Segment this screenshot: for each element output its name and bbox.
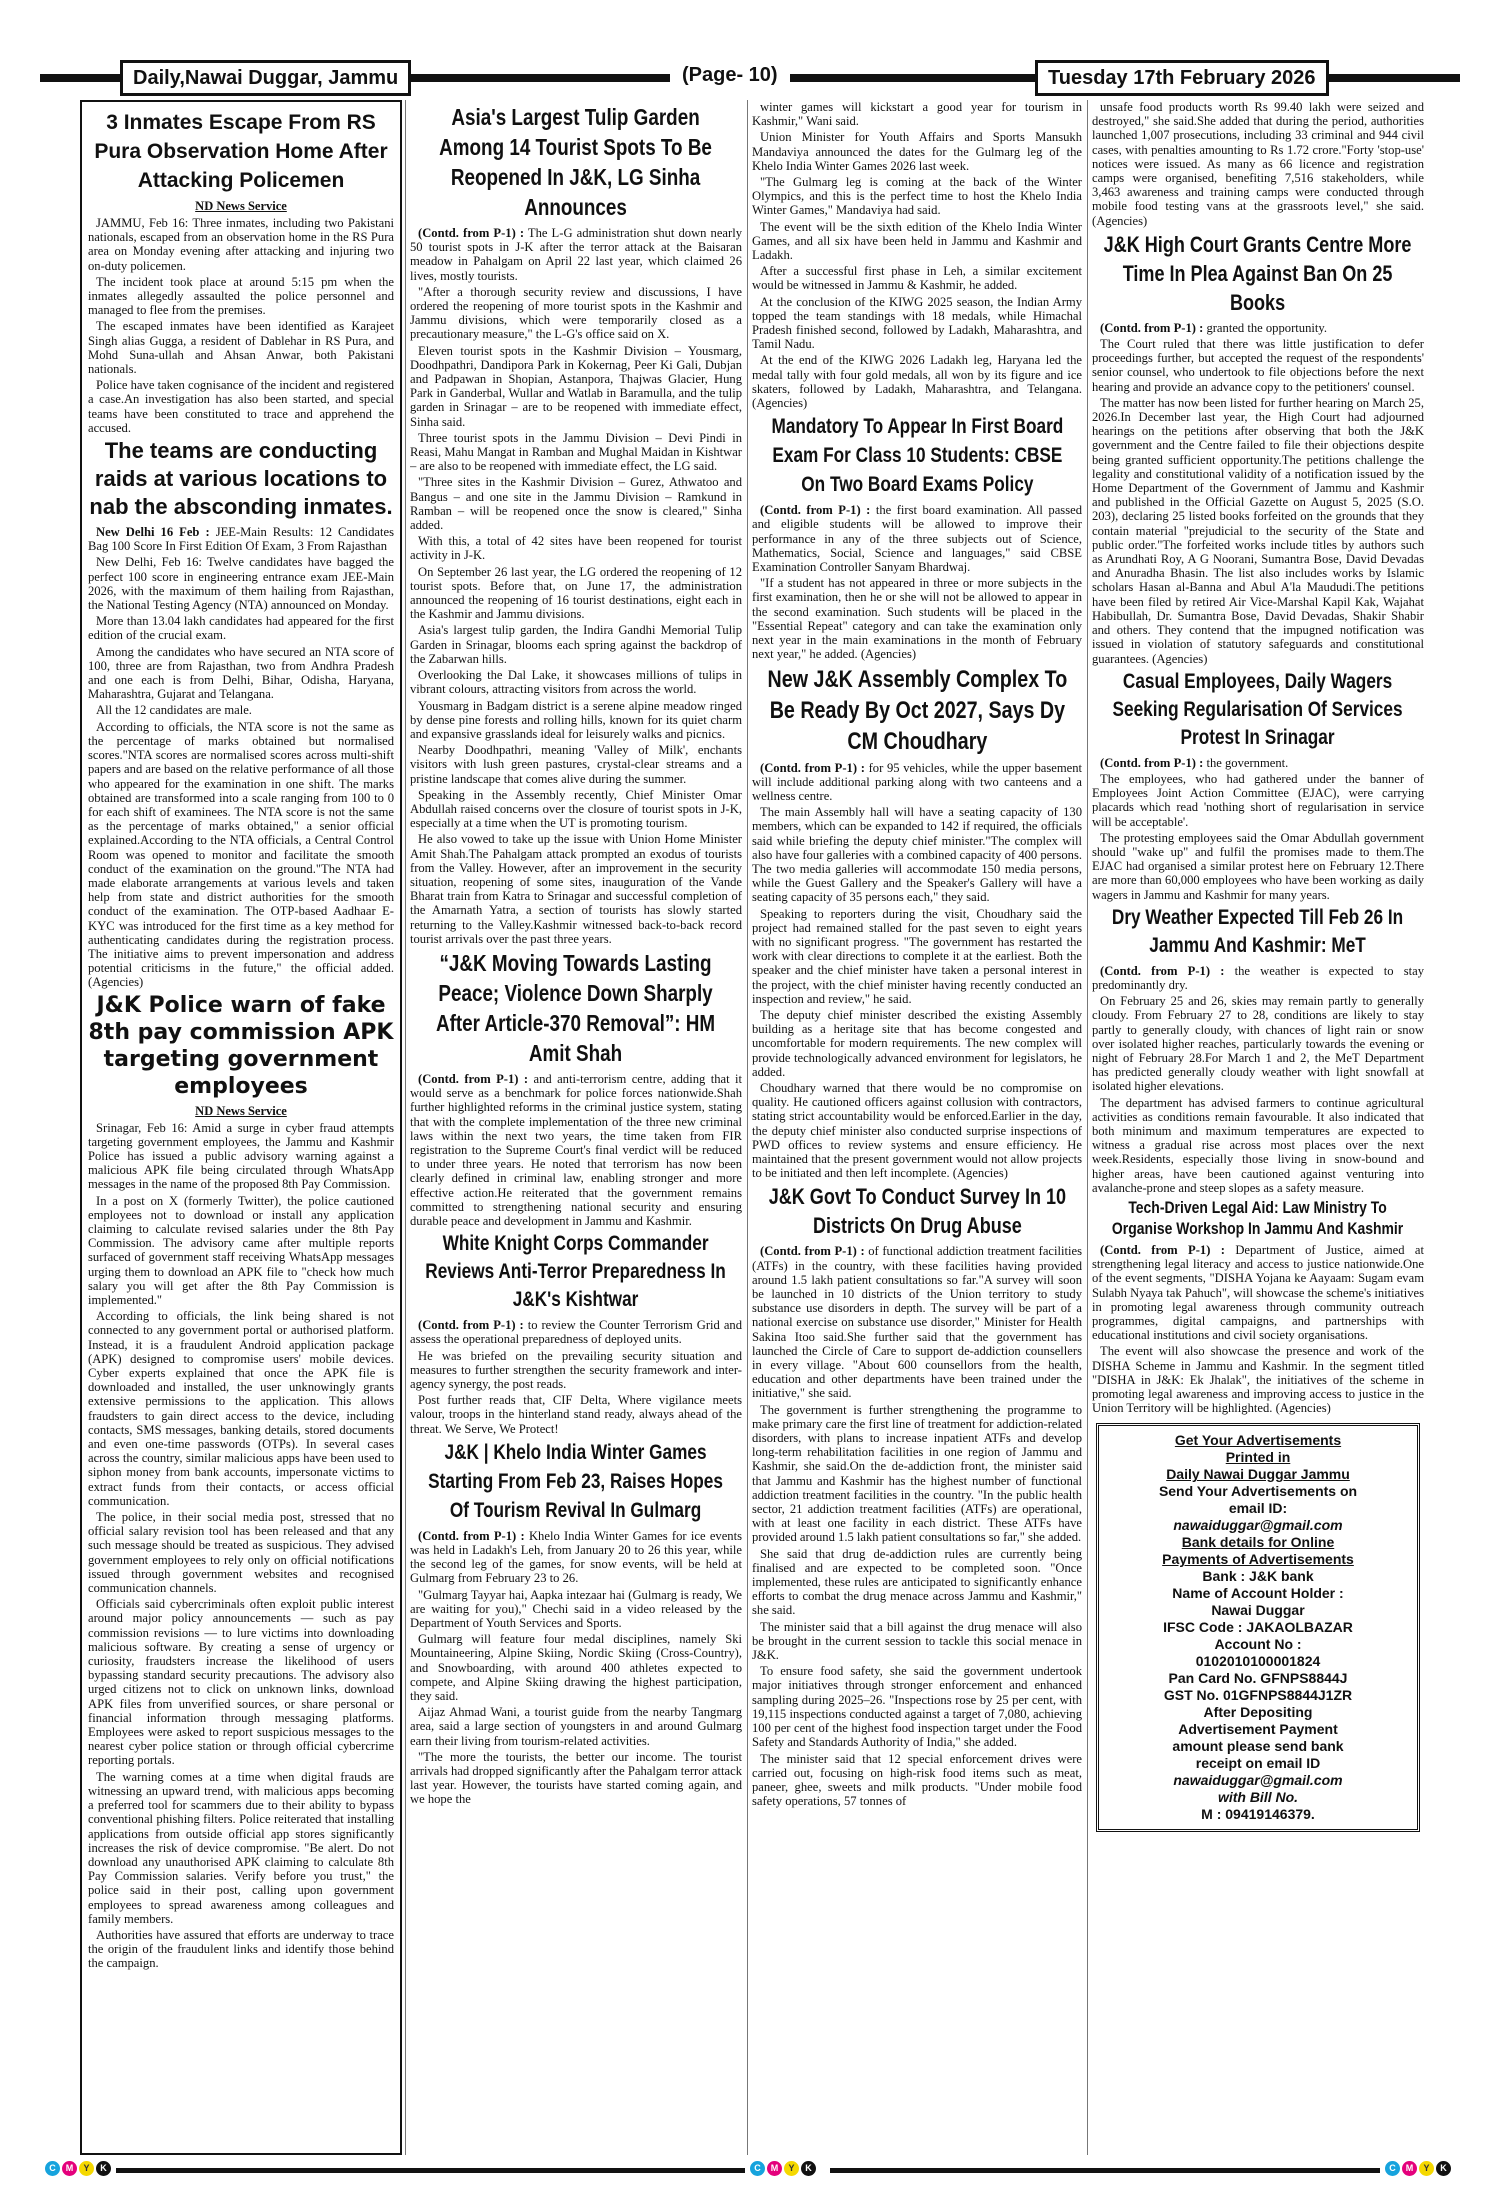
article-paragraph: At the end of the KIWG 2026 Ladakh leg, Haryana led the medal tally with four gold medals, all won by its figure and ice skaters, followed by Ladakh, Maharashtra, and Telangana. (Agencies): [752, 353, 1082, 411]
ad-line: Get Your Advertisements: [1174, 1432, 1342, 1449]
article-paragraph: Gulmarg will feature four medal disciplines, namely Ski Mountaineering, Alpine Skiing, Nordic Skiing (Cross-Country), and Snowboarding, with around 400 athletes expected to compete, and Alpine Skiing drawing the highest participation, they said.: [410, 1632, 742, 1704]
article-paragraph: Three tourist spots in the Jammu Division – Devi Pindi in Reasi, Mahu Mangat in Ramban and Mughal Maidan in Kishtwar – are also to be reopened with immediate effect, the LG said.: [410, 430, 742, 474]
article-paragraph: "Gulmarg Tayyar hai, Aapka intezaar hai (Gulmarg is ready, We are waiting for you)," Chechi said in a video released by the Department of Youth Services and Sports.: [410, 1587, 742, 1631]
article-paragraph: Post further reads that, CIF Delta, Where vigilance meets valour, troops in the hinterland stand ready, always ahead of the threat. We Serve, We Protect!: [410, 1393, 742, 1436]
article-headline: J&K High Court Grants Centre More Time In Plea Against Ban On 25 Books: [1104, 231, 1412, 315]
cyan-dot: C: [1385, 2161, 1400, 2176]
article-headline: White Knight Corps Commander Reviews Anti-Terror Preparedness In J&K's Kishtwar: [425, 1232, 727, 1312]
article-paragraph: To ensure food safety, she said the government undertook major initiatives through stronger enforcement and enhanced sampling during 2025–26. "Inspections rose by 25 per cent, with 19,115 inspections conducted against a target of 7,080, achieving 100 per cent of the highest food inspection target under the Food Safety and Standards Authority of India," she added.: [752, 1664, 1082, 1750]
ad-line: Send Your Advertisements on: [1158, 1483, 1358, 1500]
article-paragraph: The government is further strengthening the programme to make primary care the first line of treatment for addiction-related disorders, with plans to increase inpatient ATFs and develop long-term rehabilitation facilities in one region of Jammu and Kashmir, she said.On the de-addiction front, the minister said that Jammu and Kashmir has the highest number of functional addiction treatment facilities in the country. "In the public health sector, 21 addiction treatment facilities (ATFs) are operational, with at least one facility in each district. These ATFs have provided around 1.5 lakh patient consultations so far," she added.: [752, 1402, 1082, 1545]
magenta-dot: M: [62, 2161, 77, 2176]
ad-line: Daily Nawai Duggar Jammu: [1166, 1466, 1350, 1483]
yellow-dot: Y: [1419, 2161, 1434, 2176]
article-paragraph: (Contd. from P-1) : the government.: [1100, 755, 1289, 770]
column-3: [752, 100, 1082, 2155]
ad-line: Account No :: [1214, 1636, 1302, 1653]
article-paragraph: On February 25 and 26, skies may remain partly to generally cloudy. From February 27 to 28, conditions are likely to stay partly to generally cloudy, with chances of light rain or snow over isolated higher reaches, particularly towards the evening or night of February 28.For March 1 and 2, the MeT Department has predicted generally cloudy weather with light snowfall at isolated higher elevations.: [1092, 994, 1424, 1094]
ad-email: nawaiduggar@gmail.com: [1173, 1772, 1343, 1789]
black-dot: K: [1436, 2161, 1451, 2176]
article-lead: (Contd. from P-1) :: [1100, 755, 1204, 770]
byline: ND News Service: [195, 199, 287, 213]
article-paragraph: According to officials, the link being shared is not connected to any government portal or authorised platform. Instead, it is a fraudulent Android application package (APK) designed to compromise users' mobile devices. Cyber experts explained that once the APK file is downloaded and installed, the user unknowingly grants extensive permissions to the application. This allows fraudsters to gain direct access to the device, including contacts, SMS messages, banking details, stored documents and even one-time passwords (OTPs). In several cases across the country, similar malicious apps have been used to siphon money from bank accounts, impersonate victims to extract funds from their contacts, or access official communication.: [88, 1309, 394, 1508]
article-paragraph: Yousmarg in Badgam district is a serene alpine meadow ringed by dense pine forests and rolling hills, known for its quiet charm and expansive grasslands ideal for leisurely walks and picnics.: [410, 698, 742, 741]
footer-rule: [830, 2168, 1430, 2173]
article-paragraph: Among the candidates who have secured an NTA score of 100, three are from Rajasthan, two from Andhra Pradesh and one each is from Delhi, Bihar, Odisha, Haryana, Maharashtra, Gujarat and Telangana.: [88, 644, 394, 702]
ad-line: Payments of Advertisements: [1162, 1551, 1354, 1568]
article-paragraph: "If a student has not appeared in three or more subjects in the first examination, then he or she will not be allowed to appear in the second examination. Such students will be placed in the "Essential Repeat" category and can take the examination only next year in the main examinations in the month of February next year," he added. (Agencies): [752, 576, 1082, 662]
article-lead: (Contd. from P-1) :: [760, 760, 865, 775]
article-headline: Mandatory To Appear In First Board Exam For Class 10 Students: CBSE On Two Board Exams Policy: [771, 415, 1063, 497]
column-2: [410, 100, 742, 2155]
article-lead: (Contd. from P-1) :: [418, 1528, 525, 1543]
magenta-dot: M: [767, 2161, 782, 2176]
ad-email: nawaiduggar@gmail.com: [1173, 1517, 1343, 1534]
cmyk-marks: [745, 2160, 821, 2178]
article-paragraph: unsafe food products worth Rs 99.40 lakh were seized and destroyed," she said.She added that during the period, authorities launched 1,007 prosecutions, including 33 criminal and 944 civil cases, with penalties amounting to Rs 1.72 crore."Forty 'stop-use' notices were issued. As many as 66 licence and registration camps were organised, benefiting 7,516 stakeholders, while 3,463 awareness and training camps were conducted through mobile food testing vans at the grassroots level," she said. (Agencies): [1092, 100, 1424, 228]
article-paragraph: The department has advised farmers to continue agricultural activities as conditions remain favourable. It also indicated that both minimum and maximum temperatures are expected to witness a gradual rise across most places over the next week.Residents, especially those living in snow-bound and higher areas, have been cautioned against venturing into avalanche-prone and steep slopes as a safety measure.: [1092, 1095, 1424, 1195]
article-paragraph: According to officials, the NTA score is not the same as the percentage of marks obtained but normalised scores."NTA scores are normalised scores across multi-shift papers and are based on the relative performance of all those who appeared for the examination in one shift. The marks obtained are transformed into a scale ranging from 100 to 0 for each shift of examinees. The NTA score is not the same as the percentage of marks obtained," a senior official explained.According to the NTA officials, a Central Control Room was opened to monitor and facilitate the smooth conduct of the examination on the ground."The NTA had made elaborate arrangements at various levels and taken help from state and district authorities for the smooth conduct of the examination. The OTP-based Aadhaar E-KYC was introduced for the first time as a key method for authenticating candidates during the registration process. The initiative aims to prevent impersonation and address potential criticisms in the future," the official added. (Agencies): [88, 719, 394, 990]
article-paragraph: More than 13.04 lakh candidates had appeared for the first edition of the crucial exam.: [88, 614, 394, 643]
article-paragraph: The employees, who had gathered under the banner of Employees Joint Action Committee (EJAC), were carrying placards which read 'nothing short of regularisation in service will be acceptable'.: [1092, 771, 1424, 829]
article-paragraph: Srinagar, Feb 16: Amid a surge in cyber fraud attempts targeting government employees, the Jammu and Kashmir Police has issued a public advisory warning against a malicious APK file being circulated through WhatsApp messages in the name of the proposed 8th Pay Commission.: [88, 1120, 394, 1192]
article-paragraph: The warning comes at a time when digital frauds are witnessing an upward trend, with malicious apps becoming a preferred tool for scammers due to their ability to bypass conventional phishing filters. Police reiterated that installing applications from outside official app stores significantly increases the risk of device compromise. "Be alert. Do not download any unauthorised APK claiming to calculate 8th Pay Commission salaries. Verify before you trust," the police said in their post, calling upon government employees to spread awareness among colleagues and family members.: [88, 1769, 394, 1926]
article-paragraph: Officials said cybercriminals often exploit public interest around major policy announcements — such as pay commission revisions — to lure victims into downloading malicious software. By creating a sense of urgency or curiosity, fraudsters increase the likelihood of users bypassing standard security precautions. The advisory also urged citizens not to click on unknown links, download APK files from unverified sources, or share personal or financial information through messaging platforms. Employees were asked to report suspicious messages to the nearest cyber police station or through official cybercrime reporting portals.: [88, 1597, 394, 1768]
article-paragraph: The deputy chief minister described the existing Assembly building as a heritage site that has become congested and uncomfortable for modern requirements. The new complex will provide technologically advanced environment for legislators, he added.: [752, 1007, 1082, 1079]
article-paragraph: The event will also showcase the presence and work of the DISHA Scheme in Jammu and Kashmir. In the segment titled "DISHA in J&K: Ek Jhalak", the initiatives of the scheme in promoting legal awareness and improving access to justice in the Union Territory will be highlighted. (Agencies): [1092, 1344, 1424, 1416]
article-paragraph: winter games will kickstart a good year for tourism in Kashmir," Wani said.: [752, 100, 1082, 129]
article-paragraph: With this, a total of 42 sites have been reopened for tourist activity in J-K.: [410, 534, 742, 563]
ad-line: GST No. 01GFNPS8844J1ZR: [1163, 1687, 1353, 1704]
ad-line: Nawai Duggar: [1211, 1602, 1305, 1619]
ad-line: 0102010100001824: [1195, 1653, 1321, 1670]
ad-line: Advertisement Payment: [1178, 1721, 1338, 1738]
article-paragraph: In a post on X (formerly Twitter), the police cautioned employees not to download or install any application claiming to calculate revised salaries under the 8th Pay Commission. The advisory came after multiple reports surfaced of government staff receiving WhatsApp messages urging them to download an APK file to "check how much salary you will get after the 8th Pay Commission is implemented.": [88, 1193, 394, 1307]
article-lead: (Contd. from P-1) :: [760, 503, 871, 518]
article-lead: (Contd. from P-1) :: [418, 1071, 529, 1086]
column-4: [1092, 100, 1424, 2155]
article-paragraph: Aijaz Ahmad Wani, a tourist guide from the nearby Tangmarg area, said a large section of youngsters in and around Gulmarg earn their living from tourism-related activities.: [410, 1705, 742, 1748]
ad-line: email ID:: [1228, 1500, 1288, 1517]
masthead-bar: [40, 60, 1460, 94]
article-paragraph: Asia's largest tulip garden, the Indira Gandhi Memorial Tulip Garden in Srinagar, blooms each spring against the backdrop of the Zabarwan hills.: [410, 623, 742, 666]
article-headline: J&K | Khelo India Winter Games Starting From Feb 23, Raises Hopes Of Tourism Revival In Gulmarg: [428, 1440, 724, 1522]
article-paragraph: After a successful first phase in Leh, a similar excitement would be witnessed in Jammu & Kashmir, he added.: [752, 264, 1082, 293]
article-headline: Casual Employees, Daily Wagers Seeking Regularisation Of Services Protest In Srinagar: [1113, 669, 1403, 749]
footer-rule: [100, 2168, 760, 2173]
ad-line: Name of Account Holder :: [1172, 1585, 1344, 1602]
ad-line: Pan Card No. GFNPS8844J: [1168, 1670, 1348, 1687]
article-paragraph: The police, in their social media post, stressed that no official salary revision tool has been released and that any such message should be treated as suspicious. They advised government employees to rely only on official notifications issued through government websites and recognised communication channels.: [88, 1510, 394, 1596]
cmyk-marks: [1380, 2160, 1456, 2178]
article-headline: 3 Inmates Escape From RS Pura Observation Home After Attacking Policemen: [94, 111, 388, 192]
article-lead: (Contd. from P-1) :: [418, 1318, 524, 1333]
article-paragraph: The matter has now been listed for further hearing on March 25, 2026.In December last year, the High Court had adjourned hearings on the petitions after observing that both the J&K government and the Centre failed to file their objections despite being granted sufficient opportunity.The petitions challenge the legality and constitutional validity of a notification issued by the Home Department of the Government of Jammu and Kashmir and published in the Official Gazette on August 5, 2025 (S.O. 203), declaring 25 listed books forfeited on the grounds that they contain material "prejudicial to the security of the State and public order."The forfeited works include titles by authors such as Arundhati Roy, A G Noorani, Sumantra Bose, David Devadas and Anuradha Bhasin. The list also includes works by Islamic scholars Hasan al-Banna and Abul A'la Maududi.The petitions have been filed by retired Air Vice-Marshal Kapil Kak, Wajahat Habibullah, Dr. Sumantra Bose, David Devadas, Shakir Shabir and others. They contend that the impugned notification was issued in violation of statutory safeguards and constitutional guarantees. (Agencies): [1092, 395, 1424, 666]
article-paragraph: Police have taken cognisance of the incident and registered a case.An investigation has also been started, and special teams have been constituted to trace and apprehend the accused.: [88, 378, 394, 435]
article-paragraph: The Court ruled that there was little justification to defer proceedings further, but accepted the request of the respondents' senior counsel, who undertook to file objections before the next hearing and provide an advance copy to the petitioners' counsel.: [1092, 337, 1424, 394]
article-paragraph: (Contd. from P-1) : the weather is expected to stay predominantly dry.: [1092, 963, 1424, 992]
article-paragraph: "The more the tourists, the better our income. The tourist arrivals had dropped significantly after the Pahalgam terror attack last year. However, the tourists have started coming again, and we hope the: [410, 1749, 742, 1807]
article-paragraph: Nearby Doodhpathri, meaning 'Valley of Milk', enchants visitors with lush green pastures, crystal-clear streams and a pristine landscape that comes alive during the summer.: [410, 743, 742, 786]
column-rule: [405, 100, 406, 2155]
article-paragraph: (Contd. from P-1) : Department of Justice, aimed at strengthening legal literacy and access to justice nationwide.One of the event segments, "DISHA Yojana ke Aayaam: Sugam evam Sulabh Nyaya tak Pahuch", will showcase the scheme's initiatives in promoting legal awareness through community outreach programmes, digital campaigns, and partnerships with educational institutions and civil society organisations.: [1092, 1242, 1424, 1343]
article-paragraph: "After a thorough security review and discussions, I have ordered the reopening of more tourist spots in the Kashmir and Jammu divisions, which were temporarily closed as a precautionary measure," the L-G's office said on X.: [410, 284, 742, 342]
article-paragraph: Union Minister for Youth Affairs and Sports Mansukh Mandaviya announced the dates for the Gulmarg leg of the Khelo India Winter Games 2026 last week.: [752, 130, 1082, 173]
article-headline: J&K Govt To Conduct Survey In 10 Districts On Drug Abuse: [768, 1184, 1066, 1239]
byline: ND News Service: [195, 1103, 287, 1118]
article-paragraph: New Delhi, Feb 16: Twelve candidates have bagged the perfect 100 score in engineering entrance exam JEE-Main 2026, with the maximum of them hailing from Rajasthan, the National Testing Agency (NTA) announced on Monday.: [88, 555, 394, 613]
cyan-dot: C: [750, 2161, 765, 2176]
article-paragraph: Speaking to reporters during the visit, Choudhary said the project had remained stalled for the past seven to eight years with no significant progress. "The government has restarted the work with clear directions to complete it at the earliest. Both the speaker and the chief minister have taken a personal interest in the project, with the chief minister having recently conducted an inspection and review," he said.: [752, 906, 1082, 1006]
article-headline: New J&K Assembly Complex To Be Ready By Oct 2027, Says Dy CM Choudhary: [767, 665, 1067, 755]
article-paragraph: He also vowed to take up the issue with Union Home Minister Amit Shah.The Pahalgam attack prompted an exodus of tourists from the Valley. However, after an improvement in the security situation, reopening of some sites, inauguration of the Vande Bharat train from Katra to Srinagar and successful completion of the Amarnath Yatra, a section of tourists has slowly started returning to the Valley.Kashmir witnessed back-to-back record tourist arrivals over the past three years.: [410, 832, 742, 946]
article-paragraph: The escaped inmates have been identified as Karajeet Singh alias Gugga, a resident of Dablehar in RS Pura, and Mohd Suna-ullah and Ahsan Anwar, both Pakistani nationals.: [88, 319, 394, 377]
article-headline: J&K Police warn of fake 8th pay commission APK targeting government employees: [88, 992, 394, 1099]
article-paragraph: She said that drug de-addiction rules are currently being finalised and are expected to be completed soon. "Once implemented, these rules are anticipated to significantly enhance efforts to combat the drug menace across Jammu and Kashmir," she said.: [752, 1546, 1082, 1618]
article-paragraph: Speaking in the Assembly recently, Chief Minister Omar Abdullah raised concerns over the closure of tourist spots in J-K, especially at a time when the UT is promoting tourism.: [410, 787, 742, 831]
article-headline: Tech-Driven Legal Aid: Law Ministry To Organise Workshop In Jammu And Kashmir: [1112, 1197, 1404, 1238]
article-lead: (Contd. from P-1) :: [1100, 320, 1204, 335]
article-headline: The teams are conducting raids at various locations to nab the absconding inmates.: [89, 438, 393, 520]
article-headline: “J&K Moving Towards Lasting Peace; Violence Down Sharply After Article-370 Removal”: HM Amit Shah: [436, 949, 716, 1066]
article-lead: (Contd. from P-1) :: [1100, 963, 1225, 978]
article-paragraph: (Contd. from P-1) : for 95 vehicles, while the upper basement will include additional parking along with two canteens and a wellness centre.: [752, 760, 1082, 803]
ad-phone: M : 09419146379.: [1201, 1806, 1315, 1823]
article-paragraph: (Contd. from P-1) : granted the opportunity.: [1100, 320, 1327, 335]
magenta-dot: M: [1402, 2161, 1417, 2176]
black-dot: K: [801, 2161, 816, 2176]
article-paragraph: The minister said that 12 special enforcement drives were carried out, focusing on high-risk food items such as meat, paneer, ghee, sweets and milk products. "Under mobile food safety operations, 57 tonnes of: [752, 1751, 1082, 1809]
article-paragraph: He was briefed on the prevailing security situation and measures to further strengthen the security framework and inter-agency synergy, the post reads.: [410, 1348, 742, 1391]
yellow-dot: Y: [784, 2161, 799, 2176]
article-paragraph: The minister said that a bill against the drug menace will also be brought in the current session to tackle this social menace in J&K.: [752, 1619, 1082, 1663]
article-paragraph: Overlooking the Dal Lake, it showcases millions of tulips in vibrant colours, attracting visitors from across the world.: [410, 668, 742, 697]
column-rule: [747, 100, 748, 2155]
article-paragraph: Eleven tourist spots in the Kashmir Division – Yousmarg, Doodhpathri, Dandipora Park in Kokernag, Peer Ki Gali, Dubjan and Padpawan in Shopian, Astanpora, Thajwas Glacier, Hung Park in Ganderbal, Wullar and Watlab in Baramulla, and the tulip garden in Srinagar – are to be reopened with immediate effect, Sinha said.: [410, 343, 742, 429]
article-paragraph: (Contd. from P-1) : and anti-terrorism centre, adding that it would serve as a benchmark for police forces nationwide.Shah further highlighted reforms in the criminal justice system, stating that with the complete implementation of the three new criminal laws within the next two years, the time taken from FIR registration to the Supreme Court's final verdict will be reduced to under three years. He noted that terrorism has now been clearly defined in criminal law, enabling stronger and more effective action.He reiterated that the government remains committed to strengthening national security and ensuring durable peace and development in Jammu and Kashmir.: [410, 1071, 742, 1228]
article-headline: Asia's Largest Tulip Garden Among 14 Tourist Spots To Be Reopened In J&K, LG Sinha Announces: [439, 104, 713, 220]
article-paragraph: The protesting employees said the Omar Abdullah government should "wake up" and fulfil the promises made to them.The EJAC had organised a similar protest here on February 12.There are more than 60,000 employees who have been working as daily wagers in Jammu and Kashmir for many years.: [1092, 830, 1424, 902]
article-paragraph: "The Gulmarg leg is coming at the back of the Winter Olympics, and this is the perfect time to host the Khelo India Winter Games," Mandaviya had said.: [752, 175, 1082, 218]
ad-line: Printed in: [1225, 1449, 1291, 1466]
ad-line: Bank details for Online: [1181, 1534, 1335, 1551]
article-lead: New Delhi 16 Feb :: [96, 525, 210, 540]
article-paragraph: (Contd. from P-1) : of functional addiction treatment facilities (ATFs) in the country, with these facilities having provided around 1.5 lakh patient consultations so far."A survey will soon be launched in 10 districts of the Union territory to study substance use disorders in depth. The survey will be part of a national exercise on substance use disorder," Minister for Health Sakina Itoo said.She further said that the government has launched the Circle of Care to support de-addiction counsellers in every village. "About 600 counsellors from the health, education and other departments have been trained under the initiative," she said.: [752, 1244, 1082, 1401]
article-paragraph: "Three sites in the Kashmir Division – Gurez, Athwatoo and Bangus – and one site in the Jammu Division – Ramkund in Ramban – will be reopened once the snow is cleared," Sinha added.: [410, 475, 742, 533]
article-paragraph: JAMMU, Feb 16: Three inmates, including two Pakistani nationals, escaped from an observation home in the RS Pura area on Monday evening after attacking and injuring two on-duty policemen.: [88, 216, 394, 273]
article-paragraph: New Delhi 16 Feb : JEE-Main Results: 12 Candidates Bag 100 Score In First Edition Of Exam, 3 From Rajasthan: [88, 525, 394, 554]
article-paragraph: The incident took place at around 5:15 pm when the inmates allegedly assaulted the police personnel and managed to flee from the premises.: [88, 274, 394, 318]
page-number: (Page- 10): [670, 60, 790, 90]
article-paragraph: The main Assembly hall will have a seating capacity of 130 members, which can be expanded to 142 if required, the officials said while briefing the deputy chief minister."The complex will also have four galleries with a combined capacity of 400 persons. The two media galleries will accommodate 150 media persons, while the Guest Gallery and the Speaker's Gallery will have a seating capacity of 35 persons each," they said.: [752, 805, 1082, 905]
article-paragraph: (Contd. from P-1) : to review the Counter Terrorism Grid and assess the operational preparedness of deployed units.: [410, 1318, 742, 1347]
article-paragraph: On September 26 last year, the LG ordered the reopening of 12 tourist spots. Before that, on June 17, the administration announced the reopening of 16 tourist destinations, eight each in the Kashmir and Jammu divisions.: [410, 564, 742, 622]
cmyk-marks: [40, 2160, 116, 2178]
column-1: [80, 100, 402, 2155]
yellow-dot: Y: [79, 2161, 94, 2176]
article-headline: Dry Weather Expected Till Feb 26 In Jammu And Kashmir: MeT: [1112, 905, 1404, 957]
paper-name: Daily,Nawai Duggar, Jammu: [120, 60, 411, 96]
advertisement-box: [1096, 1423, 1420, 1832]
article-paragraph: At the conclusion of the KIWG 2025 season, the Indian Army topped the team standings with 18 medals, while Himachal Pradesh finished second, followed by Ladakh, Maharashtra, and Tamil Nadu.: [752, 294, 1082, 352]
article-paragraph: (Contd. from P-1) : The L-G administration shut down nearly 50 tourist spots in J-K after the terror attack at the Baisaran meadow in Pahalgam on April 22 last year, which claimed 26 lives, mostly tourists.: [410, 226, 742, 283]
ad-line: After Depositing: [1203, 1704, 1313, 1721]
article-paragraph: (Contd. from P-1) : Khelo India Winter Games for ice events was held in Ladakh's Leh, from January 20 to 26 this year, while the second leg of the games, for snow events, will be held at Gulmarg from February 23 to 26.: [410, 1528, 742, 1586]
article-paragraph: The event will be the sixth edition of the Khelo India Winter Games, and all six have been held in Jammu and Kashmir and Ladakh.: [752, 219, 1082, 263]
issue-date: Tuesday 17th February 2026: [1035, 60, 1329, 96]
footer-bar: [40, 2160, 1460, 2180]
article-paragraph: (Contd. from P-1) : the first board examination. All passed and eligible students will be allowed to improve their performance in any of the three subjects out of Science, Mathematics, Social, Science and languages," said CBSE Examination Controller Sanyam Bhardwaj.: [752, 503, 1082, 575]
ad-line: Bank : J&K bank: [1202, 1568, 1314, 1585]
article-lead: (Contd. from P-1) :: [760, 1244, 865, 1259]
ad-line: IFSC Code : JAKAOLBAZAR: [1163, 1619, 1353, 1636]
article-paragraph: All the 12 candidates are male.: [96, 703, 252, 718]
article-lead: (Contd. from P-1) :: [1100, 1242, 1225, 1257]
cyan-dot: C: [45, 2161, 60, 2176]
black-dot: K: [96, 2161, 111, 2176]
ad-line: amount please send bank: [1172, 1738, 1344, 1755]
article-paragraph: Authorities have assured that efforts are underway to trace the origin of the fraudulent links and identify those behind the campaign.: [88, 1927, 394, 1971]
column-rule: [1087, 100, 1088, 2155]
ad-line: receipt on email ID: [1195, 1755, 1321, 1772]
ad-line: with Bill No.: [1217, 1789, 1299, 1806]
article-paragraph: Choudhary warned that there would be no compromise on quality. He cautioned officers against collusion with contractors, stating strict accountability would be enforced.Earlier in the day, the deputy chief minister also conducted surprise inspections of PWD offices to review systems and ensure efficiency. He maintained that the present government would not allow projects to be initiated and then left incomplete. (Agencies): [752, 1080, 1082, 1181]
article-lead: (Contd. from P-1) :: [418, 226, 525, 240]
